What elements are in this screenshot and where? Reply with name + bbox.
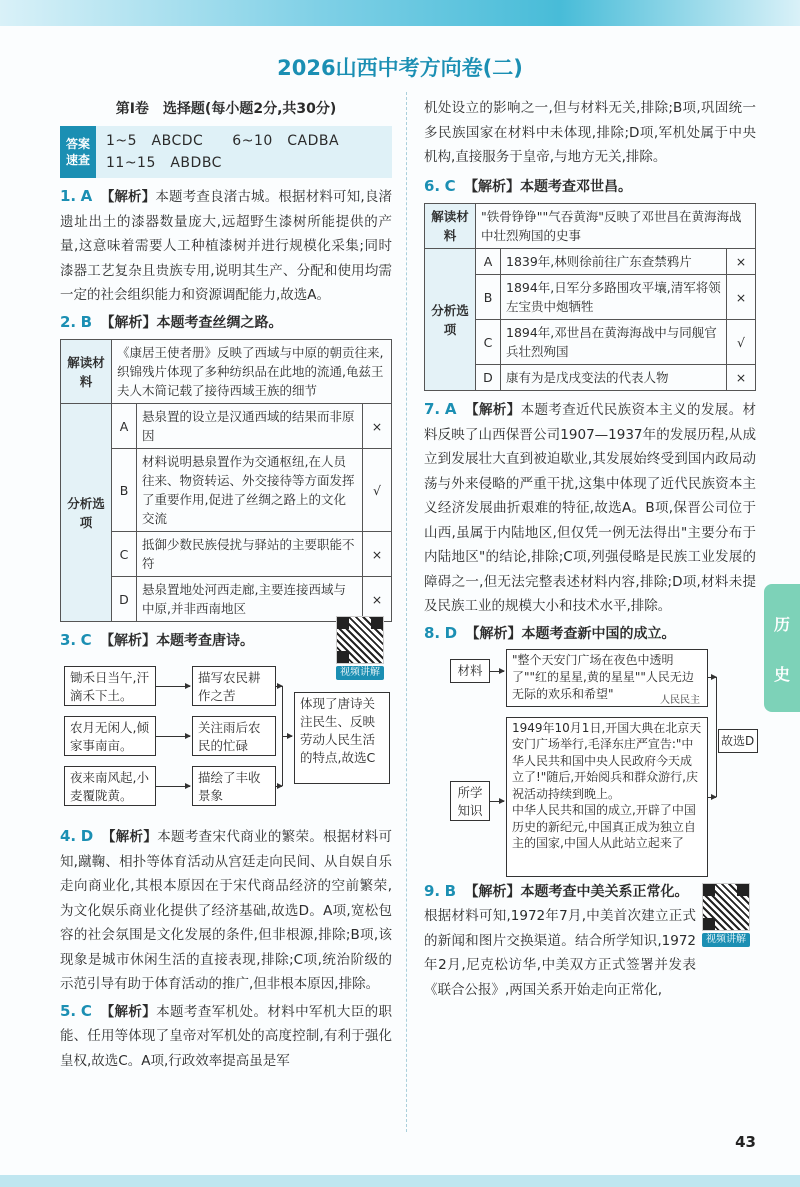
question-answer: A	[444, 400, 457, 418]
read-text: "铁骨铮铮""气吞黄海"反映了邓世昌在黄海海战中壮烈殉国的史事	[476, 204, 756, 249]
qr-code-icon	[336, 616, 384, 664]
question-3	[60, 628, 392, 824]
meaning-box: 关注雨后农民的忙碌	[192, 716, 276, 756]
question-answer: D	[80, 827, 94, 845]
option-text: 悬泉置的设立是汉通西域的结果而非原因	[137, 404, 363, 449]
question-4	[60, 824, 392, 997]
question-text: 本题考查中美关系正常化。	[520, 883, 689, 900]
material-label: 材料	[450, 659, 490, 683]
poem-box: 夜来南风起,小麦覆陇黄。	[64, 766, 156, 806]
question-answer: C	[80, 631, 92, 649]
left-column	[60, 96, 392, 1073]
question-5-continued: 机处设立的影响之一,但与材料无关,排除;B项,巩固统一多民族国家在材料中未体现,排除;D项,军机处属于中央机构,直接服务于皇帝,与地方无关,排除。	[424, 100, 756, 165]
meaning-box: 描写农民耕作之苦	[192, 666, 276, 706]
poem-box: 农月无闲人,倾家事南亩。	[64, 716, 156, 756]
qr-code[interactable]	[336, 616, 384, 680]
option-letter: D	[112, 577, 137, 622]
analysis-tag: 【解析】	[100, 633, 157, 649]
material-hint: 人民民主	[660, 694, 700, 706]
arrow	[490, 671, 504, 672]
option-text: 1839年,林则徐前往广东查禁鸦片	[501, 249, 727, 275]
option-mark: ×	[727, 249, 756, 275]
option-mark: √	[363, 449, 392, 532]
question-7	[424, 397, 756, 619]
question-text: 本题考查良渚古城。根据材料可知,良渚遗址出土的漆器数量庞大,远超野生漆树所能提供的产量,这意味着需要人工种植漆树并进行规模化采集;同时漆器工艺复杂且贵族专用,说明其生产、分配和使用均需一定的社会组织能力和资源调配能力,故选A。	[60, 189, 393, 303]
question-answer: C	[80, 1001, 92, 1020]
section-title: 第Ⅰ卷 选择题(每小题2分,共30分)	[115, 101, 337, 117]
option-letter: B	[476, 275, 501, 320]
bracket-line	[716, 677, 717, 797]
answer-key-label: 答案速查	[60, 126, 96, 178]
analysis-tag: 【解析】	[100, 314, 157, 331]
option-letter: A	[476, 249, 501, 275]
option-text: 材料说明悬泉置作为交通枢纽,在人员往来、物资转运、外交接待等方面发挥了重要作用,促进了丝绸之路上的文化交流	[137, 449, 363, 532]
question-answer: C	[444, 176, 456, 195]
bottom-banner	[0, 1175, 800, 1187]
analysis-label: 分析选项	[61, 404, 112, 622]
question-number: 7.	[424, 400, 441, 418]
q2-analysis-table	[60, 339, 392, 622]
question-number: 6.	[424, 176, 441, 195]
question-number: 5.	[60, 1001, 77, 1020]
arrow	[156, 686, 190, 687]
poem-box: 锄禾日当午,汗滴禾下土。	[64, 666, 156, 706]
q6-analysis-table	[424, 203, 756, 391]
qr-code-icon	[702, 883, 750, 931]
question-5	[60, 999, 392, 1074]
answer-key-rows	[96, 126, 349, 178]
analysis-tag: 【解析】	[465, 402, 521, 418]
arrow	[490, 801, 504, 802]
connector	[276, 786, 282, 787]
option-mark: ×	[363, 577, 392, 622]
meaning-box: 描绘了丰收景象	[192, 766, 276, 806]
right-column	[424, 96, 756, 1002]
analysis-tag: 【解析】	[465, 625, 522, 642]
question-1	[60, 184, 392, 308]
question-text: 本题考查宋代商业的繁荣。根据材料可知,蹴鞠、相扑等体育活动从宫廷走向民间、从自娱自乐走向商业化,其根本原因在于宋代商品经济的空前繁荣,为文化娱乐商业化提供了经济基础,故选D。A项,宽松包容的社会氛围是文化发展的条件,但非根源,排除;B项,该现象是城市休闲生活的直接表现,排除;C项,统治阶级的示范引导有助于体育活动的推广,但非根本原因,排除。	[60, 829, 393, 992]
option-letter: C	[112, 532, 137, 577]
question-number: 4.	[60, 827, 77, 845]
option-mark: √	[727, 320, 756, 365]
qr-code[interactable]	[702, 883, 750, 947]
question-number: 2.	[60, 312, 77, 331]
knowledge-paragraph: 中华人民共和国的成立,开辟了中国历史的新纪元,中国真正成为独立自主的国家,中国人从此站立起来了	[512, 803, 696, 850]
option-text: 1894年,邓世昌在黄海海战中与同舰官兵壮烈殉国	[501, 320, 727, 365]
qr-code-label: 视频讲解	[702, 933, 750, 947]
analysis-tag: 【解析】	[464, 883, 521, 900]
question-6	[424, 174, 756, 200]
question-answer: A	[80, 187, 93, 205]
question-text: 本题考查唐诗。	[156, 633, 255, 649]
question-answer: B	[80, 312, 93, 331]
option-letter: D	[476, 365, 501, 391]
question-text: 本题考查近代民族资本主义的发展。材料反映了山西保晋公司1907—1937年的发展历程,从成立到发展壮大直到被迫歇业,其发展始终受到国内政局动荡与外来侵略的严重干扰,这集中体现了近代民族资本主义经济发展曲折艰难的特征,故选A。B项,保晋公司位于山西,虽属于内陆地区,但仅凭一例无法得出"主要分布于内陆地区"的结论,排除;C项,列强侵略是民族工业发展的障碍之一,但无法完整表述材料内容,排除;D项,材料未提及民族工业的规模大小和技术水平,排除。	[424, 402, 757, 614]
option-text: 1894年,日军分多路围攻平壤,清军将领左宝贵中炮牺牲	[501, 275, 727, 320]
knowledge-paragraph: 1949年10月1日,开国大典在北京天安门广场举行,毛泽东庄严宣告:"中华人民共和国中央人民政府今天成立了!"随后,开始阅兵和群众游行,庆祝活动持续到晚上。	[512, 720, 702, 801]
question-number: 3.	[60, 631, 77, 649]
arrow	[282, 736, 292, 737]
question-8-header	[424, 621, 756, 647]
page-number: 43	[735, 1133, 756, 1151]
knowledge-label: 所学知识	[450, 781, 490, 821]
question-number: 8.	[424, 623, 441, 642]
question-number: 9.	[424, 881, 441, 900]
question-text: 本题考查军机处。材料中军机大臣的职能、任用等体现了皇帝对军机处的高度控制,有利于强化皇权,故选C。A项,行政效率提高虽是军	[60, 1003, 393, 1069]
question-text: 本题考查新中国的成立。	[521, 625, 676, 642]
read-label: 解读材料	[425, 204, 476, 249]
question-text: 本题考查丝绸之路。	[156, 314, 283, 331]
analysis-tag: 【解析】	[100, 1003, 157, 1020]
option-mark: ×	[727, 275, 756, 320]
conclusion-box: 体现了唐诗关注民生、反映劳动人民生活的特点,故选C	[294, 692, 390, 784]
answer-key-row: 1~5 ABCDC 6~10 CADBA	[106, 133, 340, 149]
page-title: 2026山西中考方向卷(二)	[277, 56, 523, 80]
read-label: 解读材料	[61, 340, 112, 404]
read-text: 《康居王使者册》反映了西域与中原的朝贡往来,织锦残片体现了多种纺织品在此地的流通,龟兹王夫人木简记载了接待西域王族的细节	[112, 340, 392, 404]
connector	[708, 677, 716, 678]
question-2	[60, 310, 392, 336]
subject-side-tab[interactable]	[764, 584, 800, 712]
question-number: 1.	[60, 187, 77, 205]
option-mark: ×	[363, 532, 392, 577]
option-letter: A	[112, 404, 137, 449]
answer-key	[60, 126, 392, 178]
top-banner	[0, 0, 800, 26]
arrow	[156, 736, 190, 737]
option-text: 康有为是戊戌变法的代表人物	[501, 365, 727, 391]
knowledge-text	[506, 717, 708, 877]
option-mark: ×	[363, 404, 392, 449]
question-8	[424, 621, 756, 879]
conclusion-box: 故选D	[718, 729, 758, 753]
analysis-tag: 【解析】	[100, 189, 156, 205]
question-answer: D	[444, 623, 458, 642]
option-text: 悬泉置地处河西走廊,主要连接西域与中原,并非西南地区	[137, 577, 363, 622]
connector	[276, 686, 282, 687]
question-answer: B	[444, 881, 457, 900]
option-text: 抵御少数民族侵扰与驿站的主要职能不符	[137, 532, 363, 577]
question-9	[424, 879, 756, 1003]
connector	[708, 797, 716, 798]
column-divider	[406, 92, 407, 1132]
analysis-tag: 【解析】	[464, 178, 521, 195]
arrow	[156, 786, 190, 787]
answer-key-row: 11~15 ABDBC	[106, 155, 222, 171]
option-letter: C	[476, 320, 501, 365]
material-text: "整个天安门广场在夜色中透明了""红的星星,黄的星星""人民无边无际的欢乐和希望"	[506, 649, 708, 707]
option-letter: B	[112, 449, 137, 532]
option-mark: ×	[727, 365, 756, 391]
question-9-body: 根据材料可知,1972年7月,中美首次建立正式的新闻和图片交换渠道。结合所学知识,1972年2月,尼克松访华,中美双方正式签署并发表《联合公报》,两国关系开始走向正常化,	[424, 908, 696, 998]
question-text: 本题考查邓世昌。	[520, 178, 633, 195]
qr-code-label: 视频讲解	[336, 666, 384, 680]
analysis-tag: 【解析】	[101, 829, 158, 845]
analysis-label: 分析选项	[425, 249, 476, 391]
side-tab-char: 历	[773, 614, 790, 634]
side-tab-char: 史	[773, 664, 790, 684]
